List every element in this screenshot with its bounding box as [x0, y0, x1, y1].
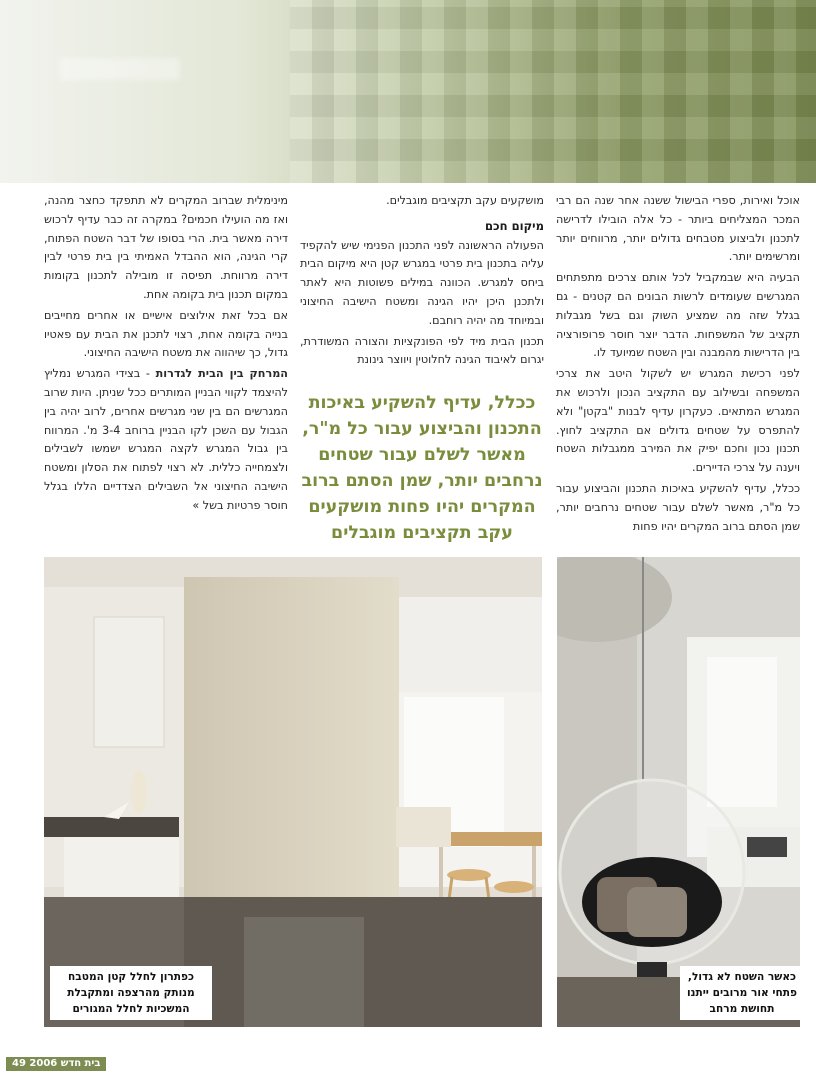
section-heading: מיקום חכם — [484, 218, 544, 233]
bubble-chair-illustration — [557, 557, 800, 1027]
paragraph: הפעולה הראשונה לפני התכנון הפנימי שיש להקפיד עליה בתכנון בית פרטי במגרש קטן היא מיקום הבית ביחס למגרש. הכוונה במילים פשוטות היא לאתר ולתכנן היכן יהיו הגינה ומשטח הישיבה החיצוני ובמיוחד מה יהיה רוחבם. — [300, 238, 544, 327]
paragraph: אוכל ואירות, ספרי הבישול ששנה אחר שנה הם רבי המכר המצליחים ביותר - כל אלה הובילו לדרישה לתכנון ולביצוע מטבחים גדולים יותר, מרווחים יותר ומרשימים יותר. — [556, 194, 800, 264]
paragraph: מושקעים עקב תקציבים מוגבלים. — [386, 194, 544, 207]
header-banner — [0, 0, 816, 183]
blurred-section-title — [60, 58, 180, 80]
paragraph: תכנון הבית מיד לפי הפונקציות והצורה המשודרת, יגרום לאיבוד הגינה לחלוטין ויווצר גינונת — [300, 334, 544, 367]
paragraph: לפני רכישת המגרש יש לשקול היטב את צרכי המשפחה ובשילוב עם התקציב הנכון ולרכוש את המגרש המתאים. כעקרון עדיף לבנות "בקטן" ולא להתפרס על שטחים גדולים אם התקציב לחוץ. תכנון נכון וחכם יפיק את המירב ממגבלות השטח ויענה על צרכי הדיירים. — [556, 367, 800, 475]
bubble-chair-photo — [557, 557, 800, 1027]
bubble-chair-caption: כאשר השטח לא גדול, פתחי אור מרובים ייתנו תחושת מרחב — [680, 966, 804, 1020]
paragraph: מינימלית שברוב המקרים לא תתפקד כחצר מהנה, ואז מה הועילו חכמים? במקרה זה כבר עדיף לרכוש דירה מאשר בית. הרי בסופו של דבר השטח הפתוח, קרי הגינה, הוא ההבדל האמיתי בין בית פרטי לבין דירה מרווחת. תפיסה זו מובילה לתכנון בקומות במקום תכנון בית בקומה אחת. — [44, 194, 288, 301]
text-column-left — [44, 192, 288, 518]
paragraph: אם בכל זאת אילוצים אישיים או אחרים מחייבים בנייה בקומה אחת, רצוי לתכנן את הבית עם פאטיו גדול, כך שיהווה את משטח הישיבה החיצוני. — [44, 308, 288, 360]
lead-heading: המרחק בין הבית לגדרות — [155, 367, 288, 381]
text-column-right — [556, 192, 800, 538]
pixelated-banner-image — [290, 0, 816, 183]
paragraph: הבעיה היא שבמקביל לכל אותם צרכים מתפתחים המגרשים שעומדים לרשות הבונים הם קטנים - גם בגלל שזה מה שמציע השוק וגם בשל מגבלות תקציב של המשפחות. הדבר יוצר חוסר פרופורציה בין הדרישות מהמבנה ובין השטח שמיועד לו. — [556, 271, 800, 360]
paragraph — [44, 365, 288, 515]
page-footer: בית חדש 2006 49 — [6, 1057, 106, 1071]
kitchen-illustration — [44, 557, 542, 1027]
kitchen-photo — [44, 557, 542, 1027]
kitchen-photo-caption: כפתרון לחלל קטן המטבח מנותק מהרצפה ומתקבלת המשכיות לחלל המגורים — [50, 966, 212, 1020]
pull-quote: ככלל, עדיף להשקיע באיכות התכנון והביצוע עבור כל מ"ר, מאשר לשלם עבור שטחים נרחבים יותר, שמן הסתם ברוב המקרים יהיו פחות מושקעים עקב תקציבים מוגבלים — [301, 393, 543, 543]
lead-text: - בצידי המגרש נמליץ להיצמד לקווי הבניין המותרים ככל שניתן. היות שרוב המגרשים הם בין שני מגרשים אחרים, לרוב יהיה בין הגבול עם השכן לקו הבניין ברוחב 3-4 מ'. המרווח בין גבול המגרש לקצה המגרש ישמשו לשבילים ולצמחייה כללית. לא רצוי לפתוח את הסלון ומשטח הישיבה החיצוני אל השבילים הצדדיים הללו בגלל חוסר פרטיות בשל » — [44, 367, 288, 512]
paragraph: ככלל, עדיף להשקיע באיכות התכנון והביצוע עבור כל מ"ר, מאשר לשלם עבור שטחים נרחבים יותר, שמן הסתם ברוב המקרים יהיו פחות — [556, 481, 800, 533]
text-column-middle — [300, 192, 544, 372]
